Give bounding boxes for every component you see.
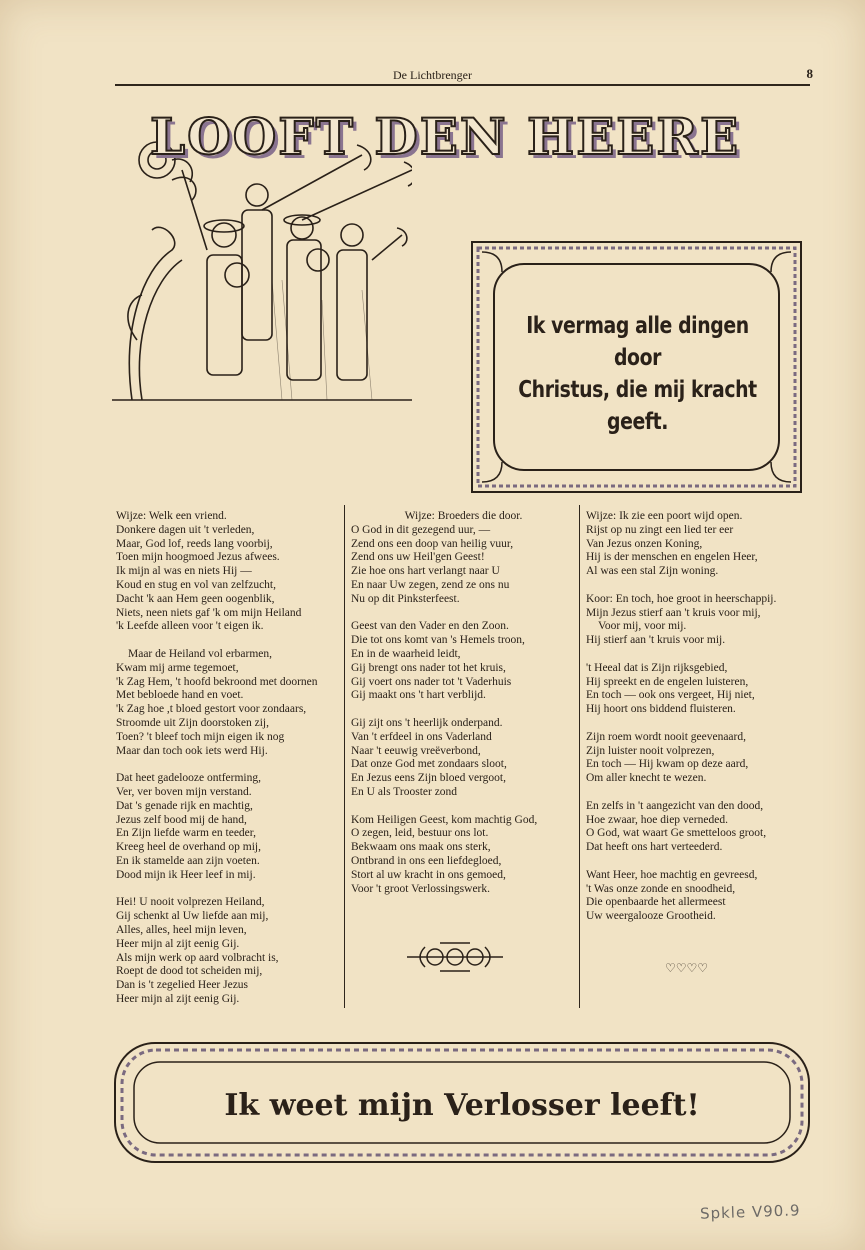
text-line: Maar dan toch ook iets werd Hij.	[116, 744, 268, 757]
text-line: Niets, neen niets gaf 'k om mijn Heiland	[116, 606, 302, 619]
text-line: Donkere dagen uit 't verleden,	[116, 523, 255, 536]
text-line: Koor: En toch, hoe groot in heerschappij.	[586, 592, 777, 605]
text-line: Heer mijn al zijt eenig Gij.	[116, 937, 240, 950]
text-line: Gij maakt ons 't hart verblijd.	[351, 689, 486, 702]
text-line: Ver, ver boven mijn verstand.	[116, 785, 252, 798]
text-line: Kom Heiligen Geest, kom machtig God,	[351, 813, 538, 826]
text-line: Al was een stal Zijn woning.	[586, 565, 719, 578]
text-line: En zelfs in 't aangezicht van den dood,	[586, 799, 764, 812]
text-line: Ik mijn al was en niets Hij —	[116, 565, 252, 578]
text-line: Mijn Jezus stierf aan 't kruis voor mij,	[586, 606, 761, 619]
text-line: En Zijn liefde warm en teeder,	[116, 827, 257, 840]
text-line: Dat heeft ons hart verteederd.	[586, 841, 723, 854]
text-line: 't Heeal dat is Zijn rijksgebied,	[586, 661, 728, 674]
text-line: Gij schenkt al Uw liefde aan mij,	[116, 910, 269, 923]
text-line: Wijze: Ik zie een poort wijd open.	[586, 510, 743, 522]
text-line: Zijn luister nooit volprezen,	[586, 744, 715, 757]
text-line: Jezus zelf bood mij de hand,	[116, 813, 247, 826]
bottom-banner-text: Ik weet mijn Verlosser leeft!	[224, 1088, 700, 1123]
text-line: Hoe zwaar, hoe diep verneded.	[586, 813, 728, 826]
text-line: O God in dit gezegend uur, —	[351, 523, 491, 536]
hymn-column-1	[116, 510, 338, 1020]
text-line: 'k Zag Hem, 't hoofd bekroond met doornen	[116, 675, 318, 688]
text-line: Hei! U nooit volprezen Heiland,	[116, 896, 265, 909]
text-line: Als mijn werk op aard volbracht is,	[116, 951, 279, 964]
archive-handwritten-note: Spkle V90.9	[699, 1201, 801, 1223]
text-line: Stroomde uit Zijn doorstoken zij,	[116, 716, 269, 729]
text-line: O zegen, leid, bestuur ons lot.	[351, 827, 489, 840]
text-line: Stort al uw kracht in ons gemoed,	[351, 868, 506, 881]
text-line: Heer mijn al zijt eenig Gij.	[116, 992, 240, 1005]
text-line: Roept de dood tot scheiden mij,	[116, 965, 263, 978]
text-line: Koud en stug en vol van zelfzucht,	[116, 578, 276, 591]
text-line: Wijze: Welk een vriend.	[116, 510, 227, 522]
text-line: Dood mijn ik Heer leef in mij.	[116, 868, 256, 881]
text-line: Dacht 'k aan Hem geen oogenblik,	[116, 592, 275, 605]
text-line: Dat heet gadelooze ontferming,	[116, 772, 261, 785]
text-line: Ontbrand in ons een liefdegloed,	[351, 854, 502, 867]
text-line: Gij brengt ons nader tot het kruis,	[351, 661, 506, 674]
text-line: Zijn roem wordt nooit geevenaard,	[586, 730, 746, 743]
text-line: Van Jezus onzen Koning,	[586, 537, 703, 550]
text-line: Kreeg heel de overhand op mij,	[116, 841, 261, 854]
text-line: Voor 't groot Verlossingswerk.	[351, 882, 491, 895]
verse-line-2: Christus, die mij kracht geeft.	[518, 377, 757, 435]
hearts-ornament: ♡♡♡♡	[665, 961, 709, 975]
text-line: Gij voert ons nader tot 't Vaderhuis	[351, 675, 512, 688]
ornament-divider	[405, 937, 505, 977]
text-line: En toch — Hij kwam op deze aard,	[586, 758, 749, 771]
text-line: Van 't erfdeel in ons Vaderland	[351, 730, 492, 743]
text-line: Want Heer, hoe machtig en gevreesd,	[586, 868, 758, 881]
text-line: Naar 't eeuwig vreëverbond,	[351, 744, 481, 757]
text-line: Maar de Heiland vol erbarmen,	[128, 647, 273, 660]
hymn-column-2	[351, 510, 576, 910]
hymn-tune-heading: Wijze: Broeders die door.	[404, 510, 523, 522]
text-line: Uw weergalooze Grootheid.	[586, 910, 716, 923]
text-line: O God, wat waart Ge smetteloos groot,	[586, 827, 767, 840]
text-line: Hij stierf aan 't kruis voor mij.	[586, 634, 726, 647]
text-line: Die tot ons komt van 's Hemels troon,	[351, 634, 525, 647]
text-line: Die openbaarde het allermeest	[586, 896, 726, 909]
text-line: Hij is der menschen en engelen Heer,	[586, 551, 758, 564]
text-line: Gij zijt ons 't heerlijk onderpand.	[351, 716, 503, 729]
text-line: Voor mij, voor mij.	[598, 620, 687, 633]
header-rule	[115, 84, 810, 86]
text-line: Dat 's genade rijk en machtig,	[116, 799, 253, 812]
text-line: En Jezus eens Zijn bloed vergoot,	[351, 772, 507, 785]
text-line: Zend ons uw Heil'gen Geest!	[351, 551, 485, 564]
text-line: Zend ons een doop van heilig vuur,	[351, 537, 514, 550]
column-divider	[579, 505, 580, 1008]
page-number: 8	[806, 66, 813, 81]
hymn-column-3	[586, 510, 811, 938]
text-line: Zie hoe ons hart verlangt naar U	[351, 565, 500, 578]
text-line: Geest van den Vader en den Zoon.	[351, 620, 509, 633]
text-line: Toen? 't bleef toch mijn eigen ik nog	[116, 730, 285, 743]
text-line: Bekwaam ons maak ons sterk,	[351, 841, 491, 854]
text-line: Hij hoort ons biddend fluisteren.	[586, 703, 736, 716]
text-line: Alles, alles, heel mijn leven,	[116, 923, 247, 936]
text-line: 'k Leefde alleen voor 't eigen ik.	[116, 620, 264, 633]
text-line: Dat onze God met zondaars sloot,	[351, 758, 507, 771]
text-line: En ik stamelde aan zijn voeten.	[116, 854, 260, 867]
text-line: Rijst op nu zingt een lied ter eer	[586, 523, 734, 536]
banner-title: LOOFT DEN HEERE	[150, 107, 741, 166]
text-line: Met bebloede hand en voet.	[116, 689, 244, 702]
text-line: 'k Zag hoe ,t bloed gestort voor zondaars,	[116, 703, 307, 716]
column-divider	[344, 505, 345, 1008]
text-line: Toen mijn hoogmoed Jezus afwees.	[116, 551, 280, 564]
text-line: Om aller knecht te wezen.	[586, 772, 707, 785]
verse-text	[512, 310, 762, 438]
text-line: Nu op dit Pinksterfeest.	[351, 592, 460, 605]
text-line: En in de waarheid leidt,	[351, 647, 461, 660]
text-line: Maar, God lof, reeds lang voorbij,	[116, 537, 273, 550]
text-line: Hij spreekt en de engelen luisteren,	[586, 675, 749, 688]
header-title: De Lichtbrenger	[393, 68, 472, 82]
text-line: En toch — ook ons vergeet, Hij niet,	[586, 689, 755, 702]
text-line: En naar Uw zegen, zend ze ons nu	[351, 578, 510, 591]
text-line: En U als Trooster zond	[351, 785, 458, 798]
verse-line-1: Ik vermag alle dingen door	[526, 313, 749, 371]
text-line: Dan is 't zegelied Heer Jezus	[116, 979, 249, 992]
text-line: Kwam mij arme tegemoet,	[116, 661, 239, 674]
text-line: 't Was onze zonde en snoodheid,	[586, 882, 736, 895]
